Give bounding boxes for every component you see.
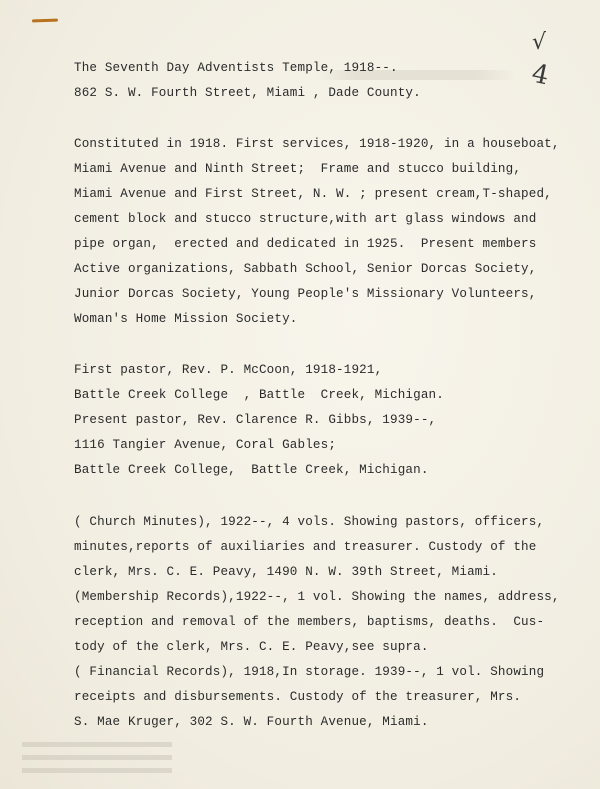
history-line: Constituted in 1918. First services, 1918-1920, in a houseboat, [74,137,560,151]
pencil-number-mark: 4 [529,58,552,92]
records-line: receipts and disbursements. Custody of the treasurer, Mrs. [74,690,522,704]
pastor-line: Battle Creek College , Battle Creek, Michigan. [74,388,444,402]
page-title: The Seventh Day Adventists Temple, 1918--. [74,61,398,75]
pastor-line: 1116 Tangier Avenue, Coral Gables; [74,438,337,452]
records-line: S. Mae Kruger, 302 S. W. Fourth Avenue, Miami. [74,715,429,729]
records-line: clerk, Mrs. C. E. Peavy, 1490 N. W. 39th Street, Miami. [74,565,498,579]
records-line: (Membership Records),1922--, 1 vol. Showing the names, address, [74,590,560,604]
address-line: 862 S. W. Fourth Street, Miami , Dade County. [74,86,421,100]
records-line: ( Church Minutes), 1922--, 4 vols. Showing pastors, officers, [74,515,545,529]
history-line: Junior Dorcas Society, Young People's Missionary Volunteers, [74,287,537,301]
history-line: Active organizations, Sabbath School, Senior Dorcas Society, [74,262,537,276]
history-line: pipe organ, erected and dedicated in 1925. Present members [74,237,537,251]
pastor-line: First pastor, Rev. P. McCoon, 1918-1921, [74,363,383,377]
pastor-line: Present pastor, Rev. Clarence R. Gibbs, 1939--, [74,413,437,427]
history-line: Woman's Home Mission Society. [74,312,298,326]
records-line: tody of the clerk, Mrs. C. E. Peavy,see supra. [74,640,429,654]
history-line: Miami Avenue and First Street, N. W. ; present cream,T-shaped, [74,187,552,201]
pastor-line: Battle Creek College, Battle Creek, Michigan. [74,463,429,477]
bleed-through-bottom [22,735,172,773]
records-line: ( Financial Records), 1918,In storage. 1939--, 1 vol. Showing [74,665,545,679]
history-line: cement block and stucco structure,with art glass windows and [74,212,537,226]
records-line: minutes,reports of auxiliaries and treasurer. Custody of the [74,540,537,554]
records-line: reception and removal of the members, baptisms, deaths. Cus- [74,615,545,629]
pencil-check-mark: √ [532,30,547,55]
orange-crayon-mark [32,19,58,23]
history-line: Miami Avenue and Ninth Street; Frame and stucco building, [74,162,522,176]
